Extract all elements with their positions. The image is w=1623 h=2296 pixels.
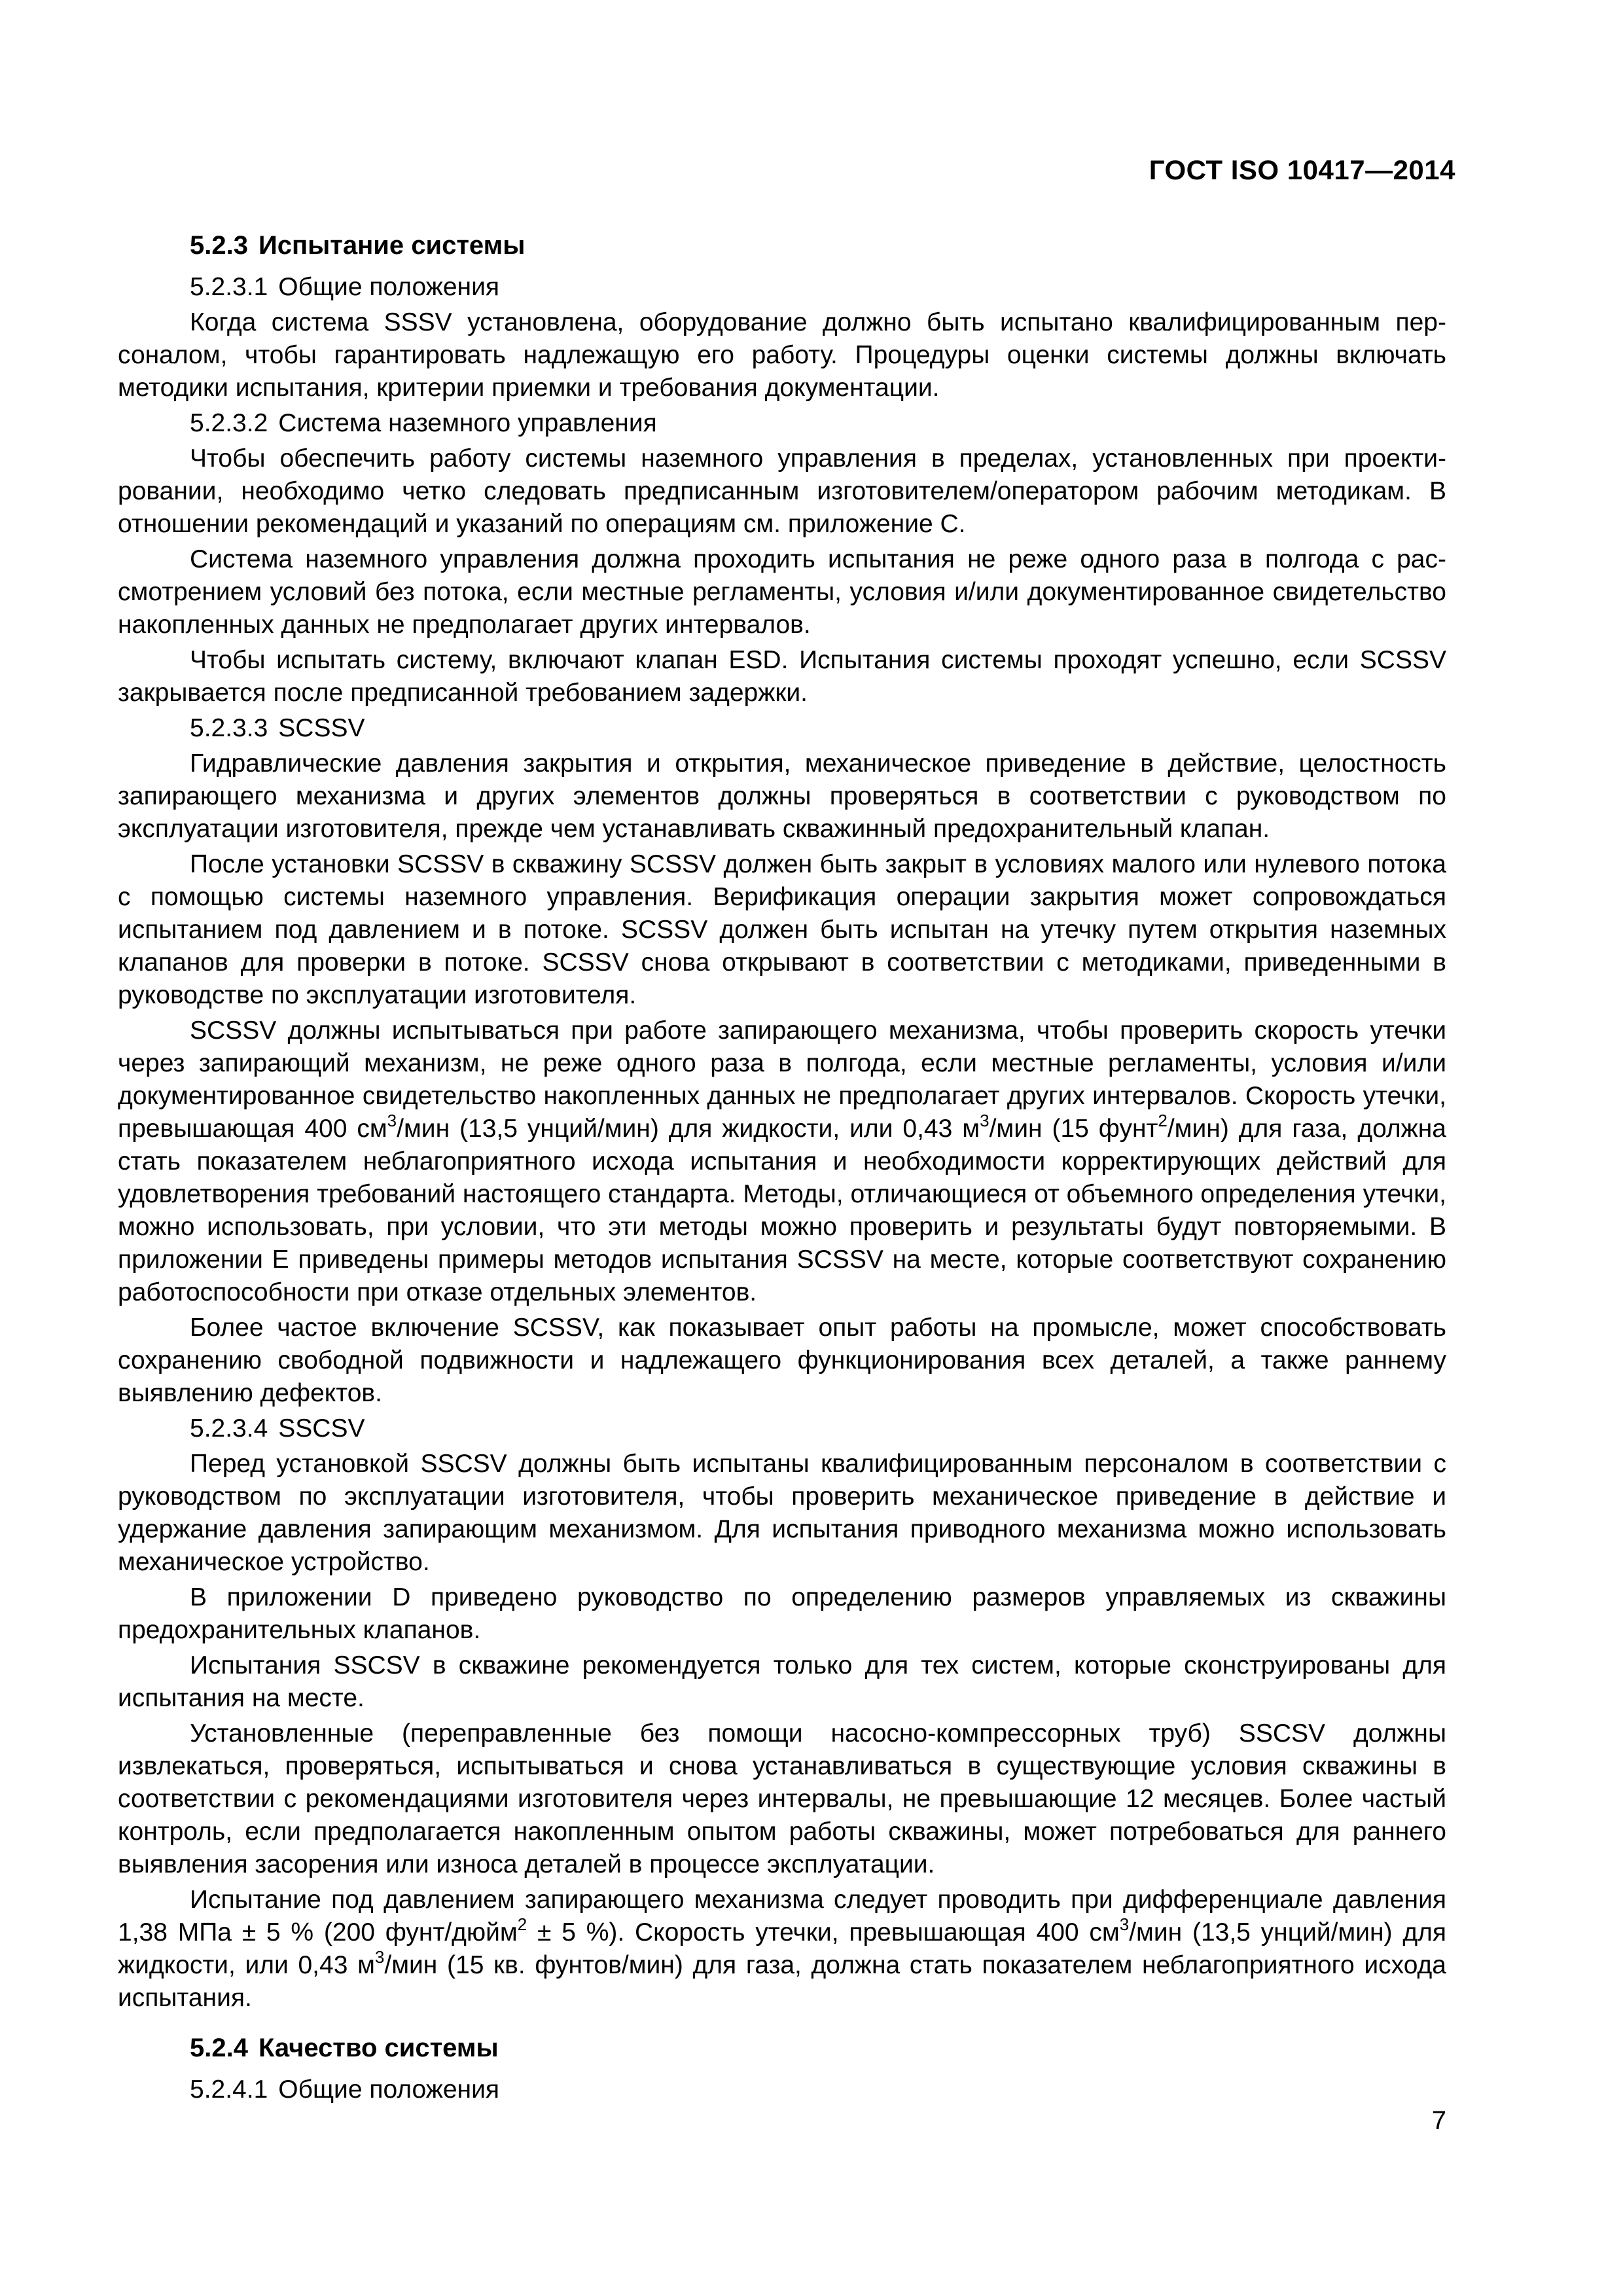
paragraph: Чтобы обеспечить работу системы наземного управления в пределах, установленных при проектировании, необходимо четко следовать предписанным изготовителем/оператором рабочим методикам. В отношении рекомендаций и указаний по операциям см. приложение С. [118, 444, 1446, 538]
superscript: 2 [517, 1914, 527, 1934]
subsection-heading-5-2-3-2 [118, 407, 1446, 440]
section-title: Качество системы [258, 2034, 499, 2062]
section-number: 5.2.3 [190, 231, 248, 260]
paragraph-with-units [118, 1014, 1446, 1309]
paragraph: Гидравлические давления закрытия и открытия, механическое приведение в действие, целостность запирающего механизма и других элементов должны проверяться в соответствии с руководством по эксплуатации изготовителя, прежде чем устанавливать скважинный предохранительный клапан. [118, 749, 1446, 843]
text-run: SCSSV должны испытываться при работе запирающего механизма, чтобы проверить скорость утечки через запирающий механизм, не реже одного раза в полгода, если местные регламенты, условия и/или документированное свидетельство накопленных данных не предполагает других интервалов. Скорость утечки, превышающая 400 см [118, 1016, 1446, 1143]
document-body [118, 229, 1446, 2109]
subsection-title: Общие положения [278, 2075, 499, 2104]
paragraph: После установки SCSSV в скважину SCSSV должен быть закрыт в условиях малого или нулевого потока с помощью системы наземного управления. Верификация операции закрытия может сопровождаться испытанием под давлением и в потоке. SCSSV должен быть испытан на утечку путем открытия наземных клапанов для проверки в потоке. SCSSV снова открывают в соответствии с методиками, приведенными в руководстве по эксплуатации изготовителя. [118, 850, 1446, 1009]
superscript: 3 [1119, 1914, 1130, 1934]
paragraph-with-units [118, 1884, 1446, 2015]
subsection-title: SSCSV [278, 1414, 365, 1443]
subsection-number: 5.2.3.2 [190, 409, 268, 437]
text-run: /мин (13,5 унций/мин) для жидкости, или 0,43 м [397, 1115, 980, 1143]
paragraph: Установленные (переправленные без помощи насосно-компрессорных труб) SSCSV должны извлекаться, проверяться, испытываться и снова устанавливаться в существующие условия скважины в соответствии с рекомендациями изготовителя через интервалы, не превышающие 12 месяцев. Более частый контроль, если предполагается накопленным опытом работы скважины, может потребоваться для раннего выявления засорения или износа деталей в процессе эксплуатации. [118, 1719, 1446, 1878]
text-run: /мин) для газа, должна стать показателем неблагоприятного исхода испытания и необходимости корректирующих действий для удовлетворения требований настоящего стандарта. Методы, отличающиеся от объемного определения утечки, можно использовать, при условии, что эти методы можно проверить и результаты будут повторяемыми. В приложении Е приведены примеры методов испытания SCSSV на месте, которые соответствуют сохранению работоспособности при отказе отдельных элементов. [118, 1115, 1446, 1306]
section-title: Испытание системы [258, 231, 526, 260]
text-run: Испытание под давлением запирающего механизма следует проводить при дифференциале давления 1,38 МПа ± 5 % (200 фунт/дюйм [118, 1886, 1446, 1946]
subsection-heading-5-2-4-1 [118, 2073, 1446, 2106]
paragraph: Система наземного управления должна проходить испытания не реже одного раза в полгода с рассмотрением условий без потока, если местные регламенты, условия и/или документированное свидетельство накопленных данных не предполагает других интервалов. [118, 545, 1446, 639]
subsection-number: 5.2.3.4 [190, 1414, 268, 1443]
text-run: ± 5 %). Скорость утечки, превышающая 400 см [527, 1918, 1120, 1946]
section-heading-5-2-3 [118, 229, 1446, 262]
section-number: 5.2.4 [190, 2034, 248, 2062]
document-code: ГОСТ ISO 10417—2014 [1149, 154, 1455, 185]
paragraph: Испытания SSCSV в скважине рекомендуется только для тех систем, которые сконструированы для испытания на месте. [118, 1651, 1446, 1712]
subsection-title: Система наземного управления [278, 409, 657, 437]
subsection-number: 5.2.4.1 [190, 2075, 268, 2104]
paragraph: Более частое включение SCSSV, как показывает опыт работы на промысле, может способствовать сохранению свободной подвижности и надлежащего функционирования всех деталей, а также раннему выявлению дефектов. [118, 1314, 1446, 1407]
subsection-number: 5.2.3.1 [190, 273, 268, 301]
superscript: 3 [980, 1111, 990, 1130]
superscript: 3 [387, 1111, 397, 1130]
superscript: 2 [1158, 1111, 1168, 1130]
subsection-title: SCSSV [278, 714, 365, 742]
subsection-heading-5-2-3-3 [118, 712, 1446, 745]
section-heading-5-2-4 [118, 2032, 1446, 2064]
text-run: /мин (15 фунт [989, 1115, 1158, 1143]
paragraph: Чтобы испытать систему, включают клапан ESD. Испытания системы проходят успешно, если SCSSV закрывается после предписанной требованием задержки. [118, 646, 1446, 707]
page-number: 7 [1431, 2106, 1446, 2135]
subsection-heading-5-2-3-1 [118, 271, 1446, 304]
subsection-number: 5.2.3.3 [190, 714, 268, 742]
paragraph: В приложении D приведено руководство по определению размеров управляемых из скважины предохранительных клапанов. [118, 1583, 1446, 1644]
paragraph: Когда система SSSV установлена, оборудование должно быть испытано квалифицированным персоналом, чтобы гарантировать надлежащую его работу. Процедуры оценки системы должны включать методики испытания, критерии приемки и требования документации. [118, 308, 1446, 402]
superscript: 3 [374, 1947, 385, 1967]
paragraph: Перед установкой SSCSV должны быть испытаны квалифицированным персоналом в соответствии с руководством по эксплуатации изготовителя, чтобы проверить механическое приведение в действие и удержание давления запирающим механизмом. Для испытания приводного механизма можно использовать механическое устройство. [118, 1450, 1446, 1576]
subsection-heading-5-2-3-4 [118, 1412, 1446, 1445]
text-run: /мин (13,5 унций/мин) для жидкости, или 0,43 м [118, 1918, 1446, 1979]
text-run: /мин (15 кв. фунтов/мин) для газа, должна стать показателем неблагоприятного исхода испытания. [118, 1951, 1446, 2012]
subsection-title: Общие положения [278, 273, 499, 301]
